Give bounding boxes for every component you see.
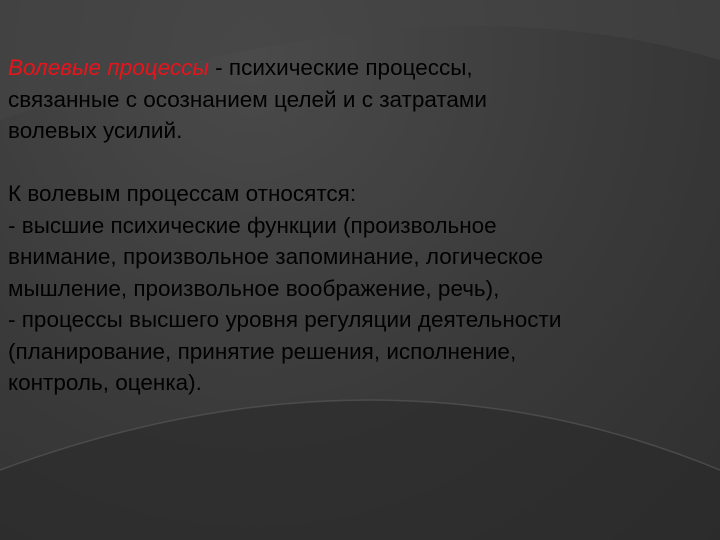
list-item-2-line-1: - процессы высшего уровня регуляции деятельности (8, 307, 562, 332)
list-item-1-line-3: мышление, произвольное воображение, речь), (8, 275, 500, 301)
definition-line-2: связанные с осознанием целей и с затратами (8, 86, 487, 112)
list-item-1-line-2: внимание, произвольное запоминание, логическое (8, 244, 544, 269)
slide-body (8, 52, 708, 399)
background-arc-bottom (0, 400, 720, 540)
definition-text: - психические процессы, (208, 55, 473, 80)
definition-line-3: волевых усилий. (8, 118, 183, 143)
definition-paragraph (8, 52, 708, 147)
list-item-2-line-3: контроль, оценка). (8, 370, 202, 395)
highlighted-term: Волевые процессы (8, 55, 209, 80)
list-paragraph (8, 178, 708, 399)
paragraph-spacer (8, 147, 708, 179)
list-intro: К волевым процессам относятся: (8, 181, 357, 206)
definition-line-1 (8, 52, 708, 84)
list-item-2-line-2: (планирование, принятие решения, исполнение, (8, 338, 517, 364)
list-item-1-line-1: - высшие психические функции (произвольное (8, 212, 497, 238)
